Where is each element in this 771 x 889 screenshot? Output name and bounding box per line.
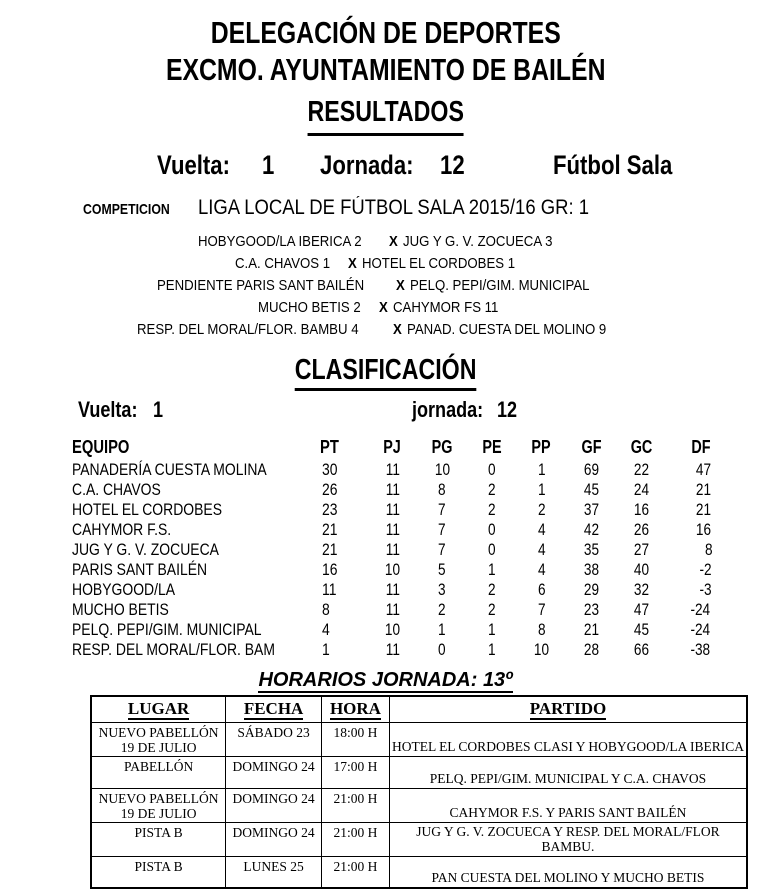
standings-cell-gc: 40 [633,560,649,579]
clasificacion-jornada-value-text: 12 [497,397,518,422]
standings-cell-pt: 1 [321,640,330,659]
result-home: PENDIENTE PARIS SANT BAILÉN [156,277,364,294]
schedule-cell-hora: 21:00 H [322,822,390,856]
jornada-value [440,150,470,181]
standings-cell-df: -3 [699,580,712,599]
clasificacion-vuelta-value [153,397,165,423]
vuelta-label-text: Vuelta: [157,150,230,180]
standings-cell-team: JUG Y G. V. ZOCUECA [72,540,219,559]
round-meta-row [0,150,771,184]
result-line [0,297,771,319]
standings-cell-pj: 11 [385,600,400,619]
standings-cell-pt: 21 [321,520,338,539]
standings-cell-pp: 1 [537,460,546,479]
standings-col-pj: PJ [383,437,402,457]
standings-table-wrap [0,437,771,660]
standings-cell-pj: 11 [385,480,400,499]
standings-cell-gc: 24 [633,480,649,499]
header-line-ayuntamiento-text: EXCMO. AYUNTAMIENTO DE BAILÉN [165,52,606,87]
results-list [0,231,771,341]
schedule-cell-lugar: NUEVO PABELLÓN 19 DE JULIO [91,788,226,822]
schedule-cell-partido: PAN CUESTA DEL MOLINO Y MUCHO BETIS [389,856,747,888]
standings-cell-gc: 16 [633,500,649,519]
standings-cell-gc: 47 [633,600,649,619]
schedule-cell-partido: HOTEL EL CORDOBES CLASI Y HOBYGOOD/LA IBERICA [389,722,747,756]
standings-cell-pj: 11 [385,540,400,559]
schedule-col-hora: HORA [322,696,390,722]
standings-cell-pt: 4 [321,620,330,639]
schedule-table-wrap [0,695,771,889]
standings-cell-pe: 2 [488,600,496,619]
header-line-ayuntamiento [0,51,771,88]
standings-cell-pe: 2 [488,500,496,519]
schedule-row [91,756,747,788]
standings-cell-team: HOBYGOOD/LA [72,580,176,599]
schedule-cell-fecha: LUNES 25 [226,856,322,888]
result-home: HOBYGOOD/LA IBERICA 2 [198,233,363,250]
competicion-value [198,196,642,220]
standings-col-pg: PG [431,437,453,457]
standings-row [72,500,713,520]
standings-cell-pp: 1 [537,480,546,499]
clasificacion-vuelta-value-text: 1 [153,397,164,422]
standings-cell-pt: 16 [321,560,338,579]
standings-cell-pg: 5 [438,560,446,579]
standings-cell-team: MUCHO BETIS [72,600,169,619]
standings-cell-pj: 11 [385,580,400,599]
standings-cell-df: -2 [699,560,712,579]
result-separator: X [393,321,402,338]
standings-row [72,640,713,660]
result-line [0,231,771,253]
standings-cell-gf: 29 [583,580,599,599]
standings-row [72,460,713,480]
clasificacion-jornada-label [412,397,499,423]
standings-cell-gc: 26 [633,520,649,539]
standings-col-equipo: EQUIPO [72,437,130,457]
standings-cell-team: PANADERÍA CUESTA MOLINA [72,460,267,479]
clasificacion-jornada-label-text: jornada: [412,397,484,422]
header-line-resultados [0,92,771,136]
schedule-cell-partido: CAHYMOR F.S. Y PARIS SANT BAILÉN [389,788,747,822]
standings-cell-gf: 21 [583,620,599,639]
clasificacion-title-text: CLASIFICACIÓN [295,353,477,391]
standings-cell-pg: 0 [438,640,446,659]
standings-col-gc: GC [630,437,653,457]
result-line [0,253,771,275]
sport-label-text: Fútbol Sala [553,150,673,180]
horarios-title-text: HORARIOS JORNADA: 13º [258,669,513,691]
standings-cell-pj: 10 [384,560,401,579]
schedule-cell-fecha: DOMINGO 24 [226,756,322,788]
schedule-cell-hora: 18:00 H [322,722,390,756]
standings-cell-gf: 35 [583,540,599,559]
standings-cell-pe: 1 [488,560,496,579]
standings-cell-pt: 30 [321,460,338,479]
result-separator: X [347,255,357,272]
schedule-row [91,822,747,856]
standings-cell-df: 8 [704,540,713,559]
standings-cell-pe: 0 [488,540,496,559]
clasificacion-vuelta-label-text: Vuelta: [78,397,138,422]
standings-cell-gf: 23 [583,600,599,619]
standings-cell-gf: 69 [583,460,599,479]
standings-cell-pp: 4 [537,520,546,539]
result-line [0,275,771,297]
standings-row [72,540,713,560]
schedule-col-fecha: FECHA [226,696,322,722]
standings-row [72,580,713,600]
result-away: PELQ. PEPI/GIM. MUNICIPAL [410,277,590,294]
standings-cell-pg: 7 [438,540,446,559]
standings-cell-pj: 11 [385,460,400,479]
result-separator: X [378,299,388,316]
competicion-label-text: COMPETICION [83,201,170,218]
competicion-label [83,201,189,218]
standings-col-df: DF [691,437,711,457]
schedule-cell-fecha: DOMINGO 24 [226,788,322,822]
standings-row [72,520,713,540]
result-away: JUG Y G. V. ZOCUECA 3 [402,233,553,250]
standings-cell-gf: 37 [583,500,599,519]
standings-row [72,480,713,500]
result-away: PANAD. CUESTA DEL MOLINO 9 [407,321,607,338]
header-line-delegacion [0,14,771,51]
schedule-cell-partido: PELQ. PEPI/GIM. MUNICIPAL Y C.A. CHAVOS [389,756,747,788]
standings-cell-pj: 11 [385,520,400,539]
standings-cell-pj: 11 [385,500,400,519]
standings-cell-df: 21 [695,480,712,499]
standings-cell-pe: 0 [488,460,496,479]
standings-cell-gc: 66 [633,640,649,659]
competicion-value-text: LIGA LOCAL DE FÚTBOL SALA 2015/16 GR: 1 [198,196,590,219]
standings-cell-pt: 23 [321,500,338,519]
jornada-label [320,150,434,181]
schedule-cell-fecha: SÁBADO 23 [226,722,322,756]
schedule-cell-fecha: DOMINGO 24 [226,822,322,856]
standings-cell-team: PELQ. PEPI/GIM. MUNICIPAL [72,620,262,639]
standings-cell-team: RESP. DEL MORAL/FLOR. BAM [72,640,275,659]
standings-cell-pg: 7 [438,520,446,539]
standings-cell-pp: 4 [537,540,546,559]
standings-cell-df: 16 [695,520,712,539]
standings-cell-pj: 10 [384,620,401,639]
standings-cell-pe: 2 [488,480,496,499]
result-separator: X [388,233,398,250]
standings-cell-team: PARIS SANT BAILÉN [72,560,208,579]
schedule-row [91,722,747,756]
standings-col-pp: PP [531,437,551,457]
clasificacion-jornada-value [497,397,521,423]
standings-cell-pg: 7 [438,500,446,519]
standings-cell-gc: 45 [633,620,649,639]
standings-table [72,437,713,660]
standings-cell-pe: 0 [488,520,496,539]
standings-cell-gf: 28 [583,640,599,659]
standings-cell-gc: 32 [633,580,649,599]
standings-col-pe: PE [482,437,502,457]
schedule-cell-lugar: PISTA B [91,856,226,888]
document-header [0,0,771,136]
standings-cell-pg: 1 [438,620,446,639]
result-separator: X [396,277,406,294]
schedule-cell-hora: 17:00 H [322,756,390,788]
standings-cell-pp: 8 [537,620,546,639]
standings-cell-pg: 8 [438,480,446,499]
result-home: MUCHO BETIS 2 [258,299,361,316]
standings-cell-pp: 10 [533,640,549,659]
schedule-col-lugar: LUGAR [91,696,226,722]
standings-cell-pt: 21 [321,540,338,559]
vuelta-value [262,150,277,181]
vuelta-label [157,150,246,181]
vuelta-value-text: 1 [262,150,275,180]
result-home: RESP. DEL MORAL/FLOR. BAMBU 4 [137,321,359,338]
jornada-value-text: 12 [440,150,465,180]
standings-cell-df: -24 [690,600,711,619]
standings-cell-pg: 10 [434,460,450,479]
schedule-cell-hora: 21:00 H [322,856,390,888]
standings-cell-pj: 11 [385,640,400,659]
standings-row [72,600,713,620]
sport-label [553,150,699,181]
standings-cell-pp: 7 [537,600,546,619]
schedule-cell-hora: 21:00 H [322,788,390,822]
standings-cell-df: 21 [695,500,712,519]
schedule-col-partido: PARTIDO [389,696,747,722]
header-line-resultados-text: RESULTADOS [307,92,463,136]
result-away: HOTEL EL CORDOBES 1 [361,255,515,272]
standings-cell-pe: 1 [488,620,496,639]
standings-cell-pe: 1 [488,640,496,659]
standings-cell-gc: 22 [633,460,649,479]
schedule-header-row [91,696,747,722]
standings-cell-team: HOTEL EL CORDOBES [72,500,223,519]
schedule-table [90,695,748,889]
standings-cell-pt: 8 [321,600,330,619]
result-home: C.A. CHAVOS 1 [235,255,331,272]
standings-cell-gf: 38 [583,560,599,579]
standings-cell-team: CAHYMOR F.S. [72,520,172,539]
standings-cell-df: -38 [690,640,711,659]
standings-cell-gc: 27 [633,540,649,559]
standings-cell-pg: 2 [438,600,446,619]
standings-cell-df: -24 [690,620,711,639]
clasificacion-meta-row [0,397,771,427]
standings-cell-pg: 3 [438,580,446,599]
schedule-cell-lugar: PISTA B [91,822,226,856]
competicion-row [0,196,771,224]
standings-cell-pp: 2 [537,500,546,519]
standings-cell-pt: 11 [321,580,336,599]
schedule-cell-partido: JUG Y G. V. ZOCUECA Y RESP. DEL MORAL/FLOR BAMBU. [389,822,747,856]
result-away: CAHYMOR FS 11 [393,299,499,316]
standings-col-pt: PT [319,437,339,457]
standings-header-row [72,437,713,460]
horarios-title [0,668,771,692]
standings-row [72,560,713,580]
standings-cell-team: C.A. CHAVOS [72,480,161,499]
clasificacion-title [0,353,771,391]
standings-cell-pe: 2 [488,580,496,599]
standings-cell-pp: 6 [537,580,546,599]
clasificacion-vuelta-label [78,397,151,423]
standings-cell-pt: 26 [321,480,338,499]
standings-row [72,620,713,640]
schedule-cell-lugar: PABELLÓN [91,756,226,788]
header-line-delegacion-text: DELEGACIÓN DE DEPORTES [210,15,561,50]
jornada-label-text: Jornada: [320,150,414,180]
schedule-row [91,788,747,822]
standings-cell-gf: 42 [583,520,599,539]
standings-cell-df: 47 [695,460,712,479]
standings-cell-gf: 45 [583,480,599,499]
standings-cell-pp: 4 [537,560,546,579]
standings-col-gf: GF [581,437,602,457]
schedule-cell-lugar: NUEVO PABELLÓN 19 DE JULIO [91,722,226,756]
result-line [0,319,771,341]
